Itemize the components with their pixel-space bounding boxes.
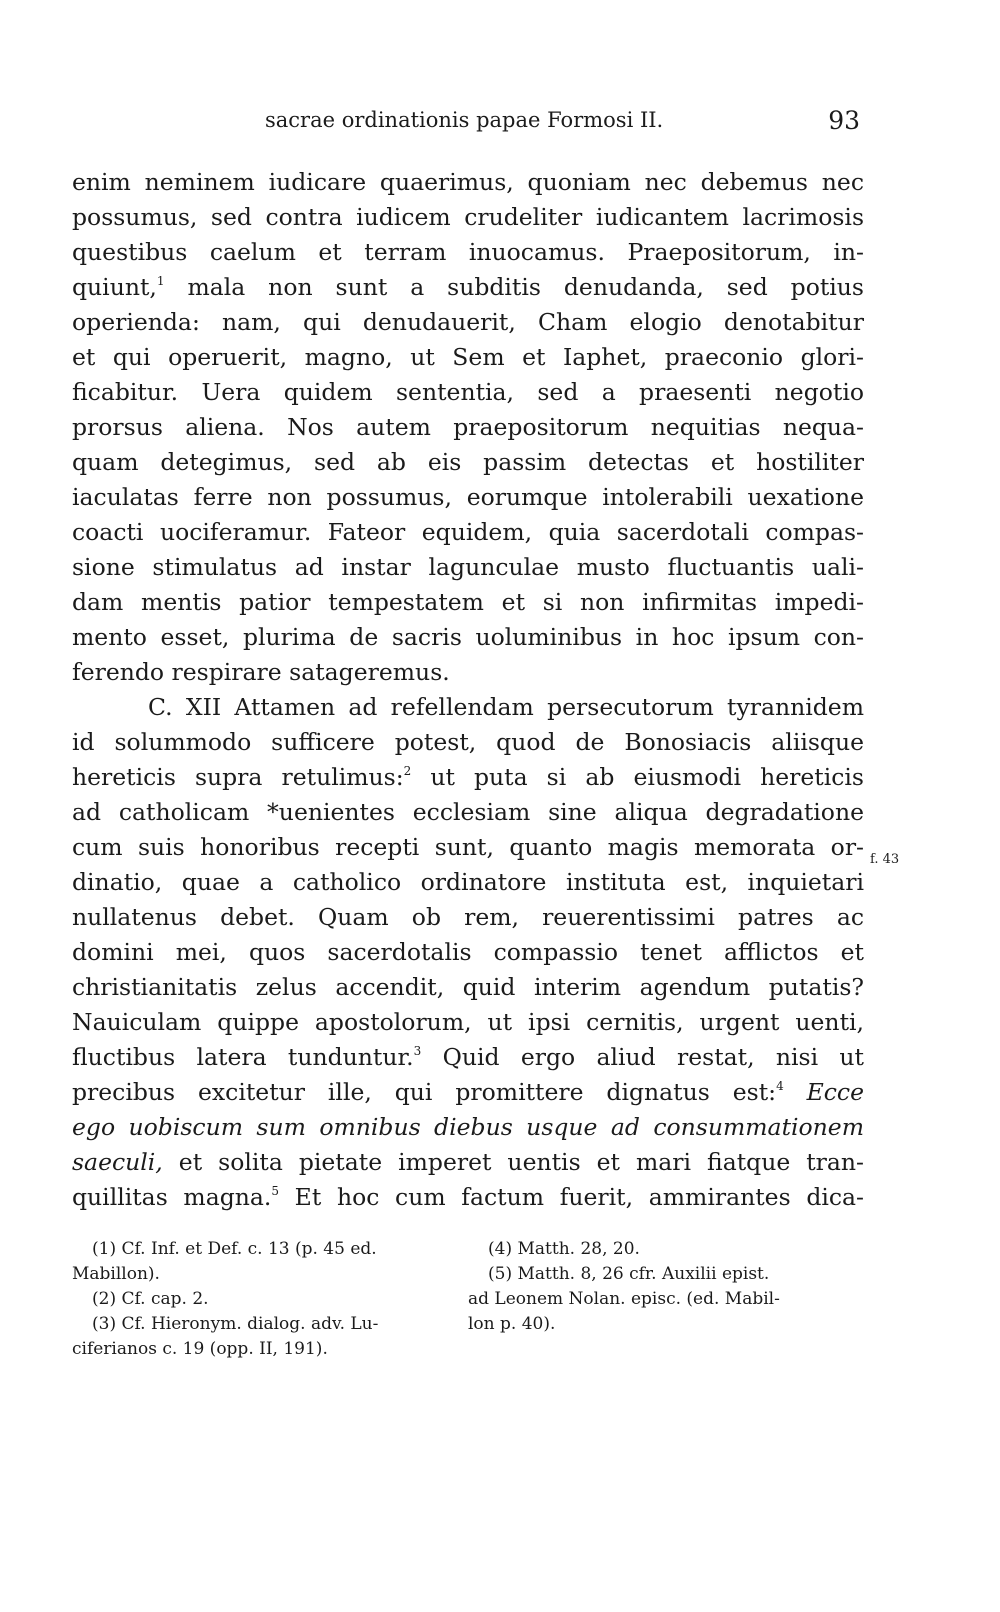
body-line: id solummodo sufficere potest, quod de Bonosiacis aliisque <box>72 728 864 756</box>
body-line: ad catholicam *uenientes ecclesiam sine aliqua degradatione <box>72 798 864 826</box>
running-header-title: sacrae ordinationis papae Formosi II. <box>265 108 664 132</box>
footnote: (5) Matth. 8, 26 cfr. Auxilii epist. <box>488 1264 770 1284</box>
body-line: domini mei, quos sacerdotalis compassio tenet afflictos et <box>72 938 864 966</box>
body-line: mento esset, plurima de sacris uoluminibus in hoc ipsum con- <box>72 623 864 651</box>
body-line <box>72 1110 864 1144</box>
italic-quote: ego uobiscum sum omnibus diebus usque ad consummationem <box>72 1113 864 1141</box>
footnote: ciferianos c. 19 (opp. II, 191). <box>72 1339 328 1359</box>
body-line: sione stimulatus ad instar lagunculae musto fluctuantis uali- <box>72 553 864 581</box>
body-line: dinatio, quae a catholico ordinatore instituta est, inquietari <box>72 868 864 896</box>
body-line: fluctibus latera tunduntur.$^3$ Quid ergo aliud restat, nisi ut <box>72 1043 864 1071</box>
italic-quote: Ecce <box>783 1078 864 1106</box>
body-line: questibus caelum et terram inuocamus. Praepositorum, in- <box>72 238 864 266</box>
body-line: possumus, sed contra iudicem crudeliter iudicantem lacrimosis <box>72 203 864 231</box>
footnote-ref: 1 <box>156 274 165 288</box>
body-line: saeculi, et solita pietate imperet uentis et mari fiatque tran- <box>72 1148 864 1176</box>
footnote: Mabillon). <box>72 1264 160 1284</box>
body-line: cum suis honoribus recepti sunt, quanto magis memorata or- <box>72 833 864 861</box>
footnote: lon p. 40). <box>468 1314 556 1334</box>
body-line: iaculatas ferre non possumus, eorumque intolerabili uexatione <box>72 483 864 511</box>
body-line: enim neminem iudicare quaerimus, quoniam nec debemus nec <box>72 168 864 196</box>
body-line: et qui operuerit, magno, ut Sem et Iaphet, praeconio glori- <box>72 343 864 371</box>
footnote: (1) Cf. Inf. et Def. c. 13 (p. 45 ed. <box>92 1239 377 1259</box>
body-line: ficabitur. Uera quidem sententia, sed a praesenti negotio <box>72 378 864 406</box>
body-line: dam mentis patior tempestatem et si non infirmitas impedi- <box>72 588 864 616</box>
body-line: Nauiculam quippe apostolorum, ut ipsi cernitis, urgent uenti, <box>72 1008 864 1036</box>
footnote-ref: 2 <box>403 764 412 778</box>
margin-note: f. 43 <box>870 852 900 867</box>
body-line: coacti uociferamur. Fateor equidem, quia sacerdotali compas- <box>72 518 864 546</box>
footnote-ref: 4 <box>776 1079 784 1093</box>
page-number: 93 <box>828 106 860 135</box>
italic-quote: saeculi, <box>72 1148 163 1176</box>
body-line: operienda: nam, qui denudauerit, Cham elogio denotabitur <box>72 308 864 336</box>
footnote: ad Leonem Nolan. episc. (ed. Mabil- <box>468 1289 780 1309</box>
footnote: (2) Cf. cap. 2. <box>92 1289 209 1309</box>
footnote-ref: 5 <box>271 1184 280 1198</box>
footnote-ref: 3 <box>413 1044 422 1058</box>
footnote: (3) Cf. Hieronym. dialog. adv. Lu- <box>92 1314 379 1334</box>
body-line: ferendo respirare satageremus. <box>72 658 450 686</box>
body-line: quillitas magna.$^5$ Et hoc cum factum fuerit, ammirantes dica- <box>72 1183 864 1211</box>
body-line: C. XII Attamen ad refellendam persecutorum tyrannidem <box>148 693 864 721</box>
body-line: quam detegimus, sed ab eis passim detectas et hostiliter <box>72 448 864 476</box>
footnote: (4) Matth. 28, 20. <box>488 1239 640 1259</box>
body-line: precibus excitetur ille, qui promittere dignatus est:$^4$ Ecce <box>72 1078 864 1106</box>
body-line: christianitatis zelus accendit, quid interim agendum putatis? <box>72 973 864 1001</box>
body-line: nullatenus debet. Quam ob rem, reuerentissimi patres ac <box>72 903 864 931</box>
body-line: quiunt,$^1$ mala non sunt a subditis denudanda, sed potius <box>72 273 864 301</box>
body-line: hereticis supra retulimus:$^2$ ut puta si ab eiusmodi hereticis <box>72 763 864 791</box>
body-line: prorsus aliena. Nos autem praepositorum nequitias nequa- <box>72 413 864 441</box>
